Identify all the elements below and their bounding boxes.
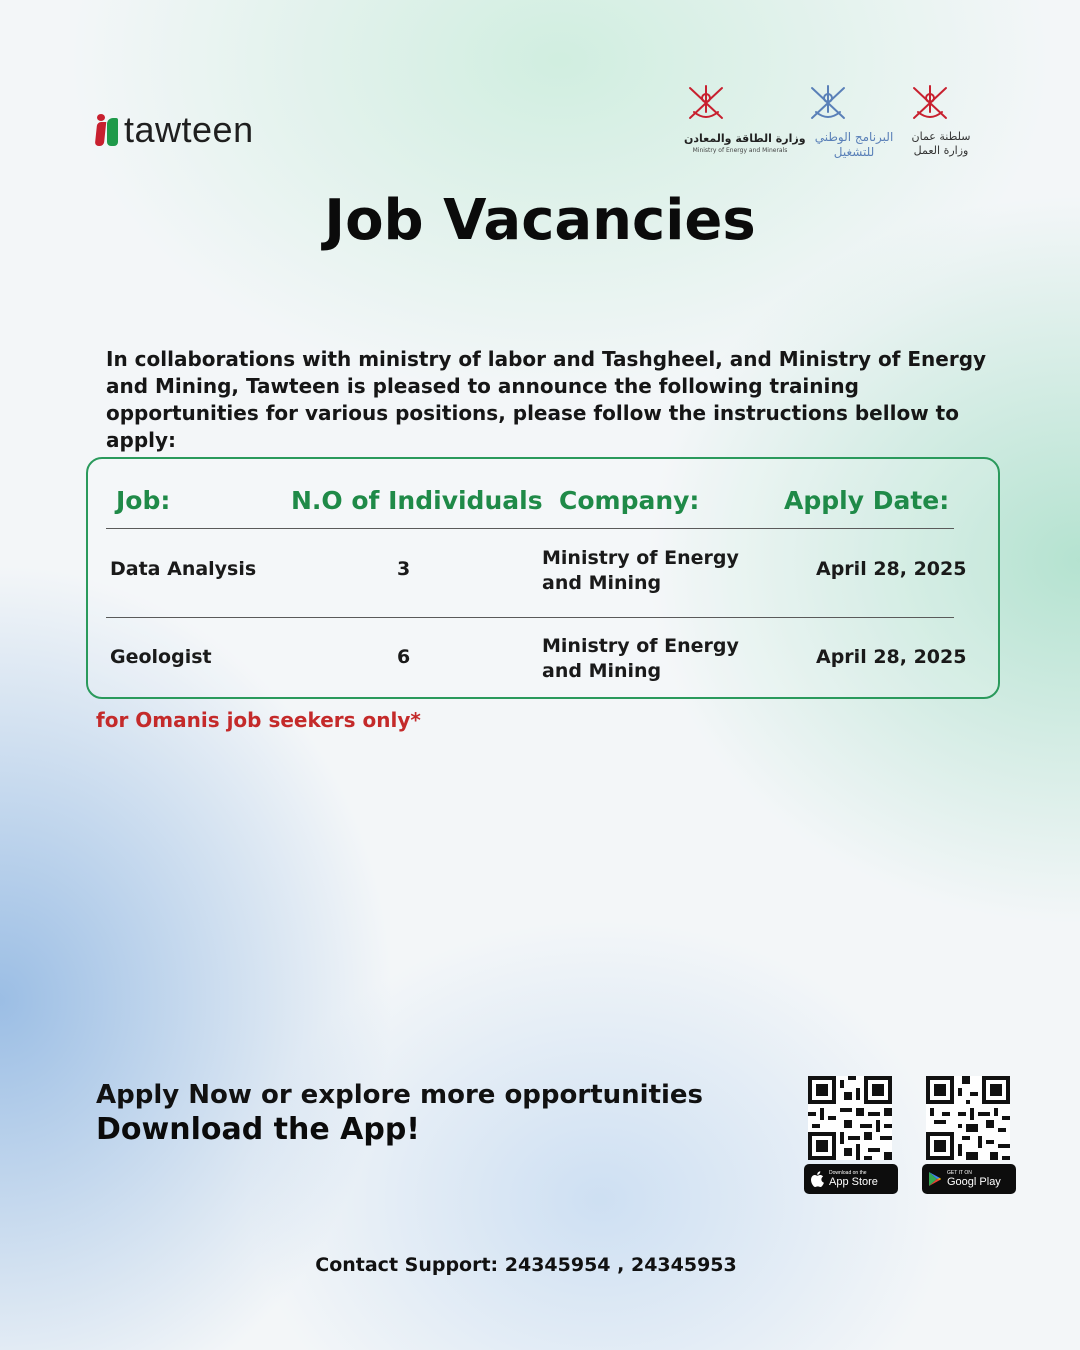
header-divider — [106, 528, 954, 529]
tashgheel-arabic-line2: للتشغيل — [833, 145, 875, 159]
row2-date: April 28, 2025 — [816, 646, 967, 668]
header-individuals: N.O of Individuals — [291, 486, 543, 515]
google-play-qr-code[interactable] — [926, 1076, 1010, 1160]
header-job: Job: — [116, 486, 171, 515]
ministry-labor-logo — [908, 82, 974, 162]
labor-arabic-line2: وزارة العمل — [913, 144, 969, 157]
row-divider — [106, 617, 954, 618]
oman-emblem-icon — [908, 82, 952, 122]
cta-line1: Apply Now or explore more opportunities — [96, 1080, 704, 1110]
row1-date: April 28, 2025 — [816, 558, 967, 580]
page-title: Job Vacancies — [324, 188, 756, 253]
cta-line2: Download the App! — [96, 1112, 420, 1147]
row1-company-line1: Ministry of Energy — [542, 547, 739, 569]
header-apply-date: Apply Date: — [784, 486, 950, 515]
ministry-energy-arabic: وزارة الطاقة والمعادن — [684, 132, 806, 145]
play-icon — [928, 1171, 942, 1187]
brand-name: tawteen — [124, 109, 254, 150]
eligibility-note: for Omanis job seekers only* — [96, 708, 421, 732]
google-play-small-text: GET IT ON — [947, 1170, 972, 1176]
row2-company-line2: and Mining — [542, 660, 662, 682]
row1-company — [542, 546, 739, 596]
tashgheel-arabic-line1: البرنامج الوطني — [814, 130, 894, 144]
oman-emblem-icon — [806, 82, 850, 122]
ministry-energy-english: Ministry of Energy and Minerals — [692, 147, 788, 154]
apple-icon — [810, 1171, 824, 1187]
tawteen-logo — [96, 109, 254, 150]
row2-company-line1: Ministry of Energy — [542, 635, 739, 657]
ministry-energy-logo — [684, 82, 806, 162]
google-play-big-text: Googl Play — [947, 1176, 1001, 1188]
app-store-small-text: Download on the — [829, 1170, 867, 1176]
contact-support: Contact Support: 24345954 , 24345953 — [315, 1254, 737, 1276]
row2-job: Geologist — [110, 646, 212, 668]
oman-emblem-icon — [684, 82, 728, 122]
row1-job: Data Analysis — [110, 558, 257, 580]
app-store-big-text: App Store — [829, 1176, 878, 1188]
intro-paragraph: In collaborations with ministry of labor and Tashgheel, and Ministry of Energy and Mining, Tawteen is pleased to announce the following training opportunities for various positions, please follow the instructions bellow to apply: — [106, 347, 987, 452]
header-company: Company: — [559, 486, 700, 515]
row1-company-line2: and Mining — [542, 572, 662, 594]
row1-count: 3 — [397, 558, 411, 580]
google-play-badge[interactable] — [922, 1164, 1016, 1194]
app-store-qr-code[interactable] — [808, 1076, 892, 1160]
labor-arabic-line1: سلطنة عمان — [911, 130, 971, 143]
app-store-badge[interactable] — [804, 1164, 898, 1194]
row2-company — [542, 634, 739, 684]
row2-count: 6 — [397, 646, 411, 668]
tawteen-logo-icon — [96, 114, 120, 146]
tashgheel-logo — [806, 82, 902, 162]
